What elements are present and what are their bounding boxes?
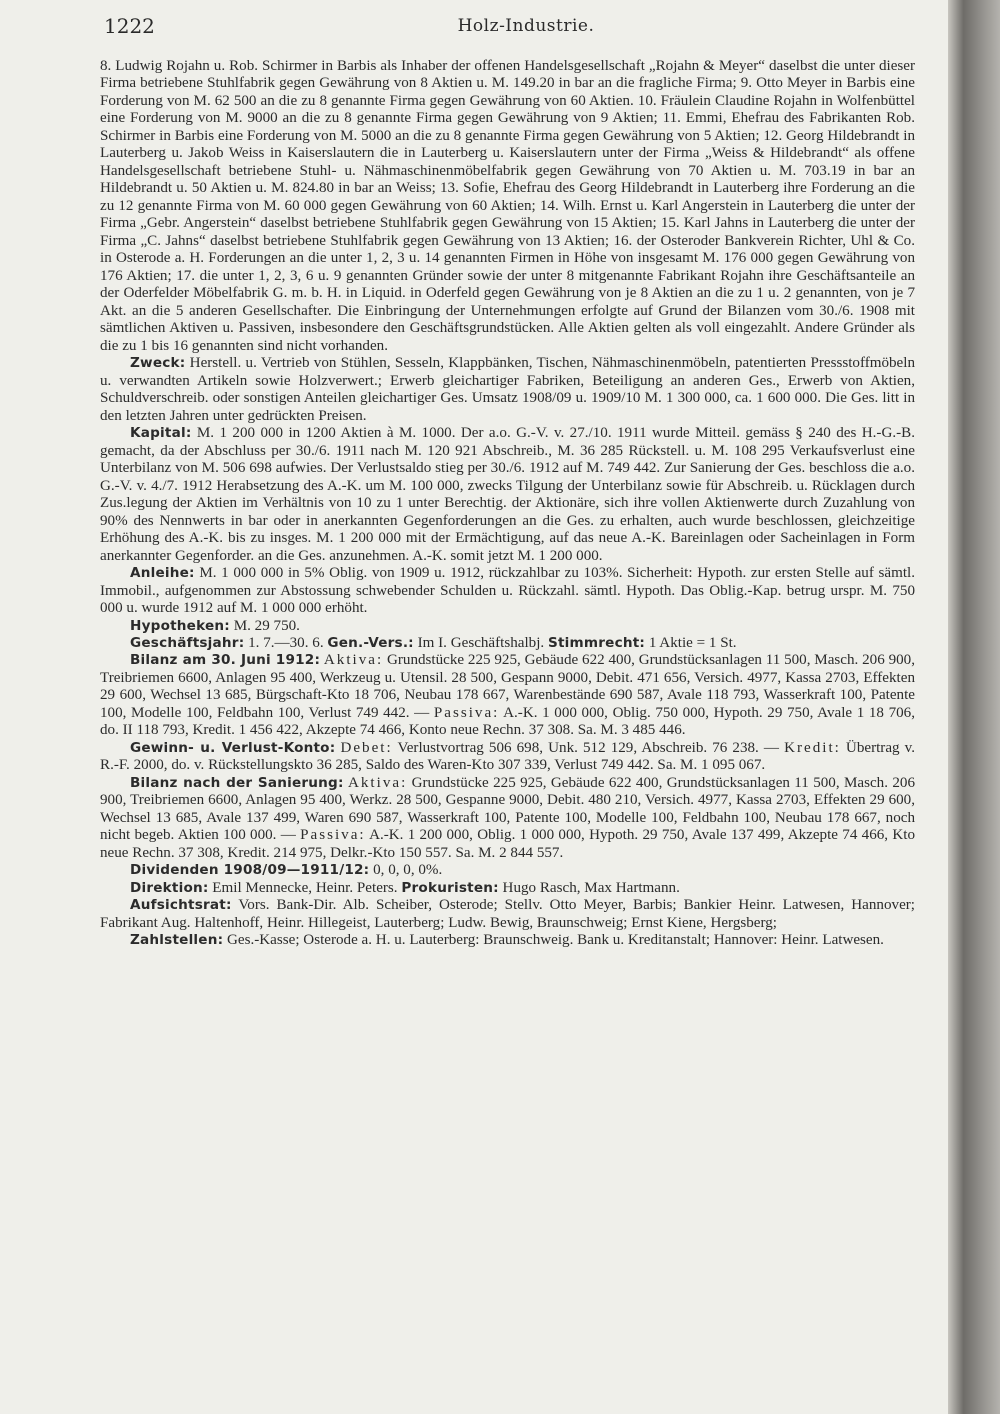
prokuristen-text: Hugo Rasch, Max Hartmann. (498, 879, 680, 896)
page-number: 1222 (104, 14, 155, 38)
guv-debet-word: Debet: (340, 739, 393, 756)
dividenden-text: 0, 0, 0, 0%. (369, 862, 443, 879)
stimmrecht-text: 1 Aktie = 1 St. (645, 634, 737, 651)
zahlstellen-section (100, 932, 915, 949)
hypotheken-label: Hypotheken: (130, 617, 230, 634)
bilanz-passiva-word: Passiva: (433, 704, 500, 721)
kapital-text: M. 1 200 000 in 1200 Aktien à M. 1000. Der a.o. G.-V. v. 27./10. 1911 wurde Mitteil. gemäss § 240 des H.-G.-B. gemacht, da der Abschluss per 30./6. 1911 nach M. 120 921 Abschreib., M. 36 285 Rückstell. u. M. 108 295 Verkaufsverlust eine Unterbilanz von M. 506 698 aufwies. Der Verlustsaldo stieg per 30./6. 1912 auf M. 749 442. Zur Sanierung der Ges. beschloss die a.o. G.-V. v. 4./7. 1912 Herabsetzung des A.-K. um M. 100 000, zwecks Tilgung der Unterbilanz sowie für Abschreib. u. Rücklagen durch Zus.legung der Aktien im Verhältnis von 10 zu 1 unter Berechtig. der Aktionäre, sich ihre vollen Aktienwerte durch Zuzahlung von 90% des Nennwerts in bar oder in anerkannten Gegenforderungen an die Ges. zu erhalten, auch wurde beschlossen, gleichzeitige Erhöhung des A.-K. bis zu insges. M. 1 200 000 mit der Ermächtigung, auf das neue A.-K. Bareinlagen oder Sacheinlagen in Form anerkannter Gegenforder. an die Ges. anzunehmen. A.-K. somit jetzt M. 1 200 000. (100, 425, 915, 564)
bilanz-sanierung-aktiva-text: Grundstücke 225 925, Gebäude 622 400, Grundstücksanlagen 11 500, Masch. 206 900, Treibriemen 6600, Anlagen 95 400, Werkz. 28 500, Gespanne 9000, Debit. 480 210, Versich. 4977, Kassa 2703, Effekten 29 600, Wechsel 13 685, Avale 137 499, Waren 690 587, Wasserkraft 100, Patente 100, Modelle 100, Feldbahn 100, Neubau 178 667, noch nicht begeb. Aktien 100 000. — (100, 774, 916, 844)
hypotheken-section (100, 618, 915, 635)
bilanz-sanierung-label: Bilanz nach der Sanierung: (130, 774, 344, 791)
bilanz-label: Bilanz am 30. Juni 1912: (130, 652, 321, 669)
bilanz-section (100, 652, 915, 739)
dividenden-label: Dividenden 1908/09—1911/12: (130, 862, 370, 879)
guv-kredit-text: Übertrag v. R.-F. 2000, do. v. Rückstellungskto 36 285, Saldo des Waren-Kto 307 339, Verlust 749 442. Sa. M. 1 095 067. (100, 739, 915, 774)
guv-label: Gewinn- u. Verlust-Konto: (130, 739, 336, 756)
hypotheken-text: M. 29 750. (229, 617, 300, 634)
bilanz-passiva-text: A.-K. 1 000 000, Oblig. 750 000, Hypoth. 29 750, Avale 1 18 706, do. II 118 793, Kredit. 1 456 422, Akzepte 74 466, Konto neue Rechn. 37 308. Sa. M. 3 485 446. (100, 704, 915, 739)
founders-paragraph: 8. Ludwig Rojahn u. Rob. Schirmer in Barbis als Inhaber der offenen Handelsgesellschaft „Rojahn & Meyer“ daselbst die unter dieser Firma betriebene Stuhlfabrik gegen Gewährung von 8 Aktien u. M. 149.20 in bar an die fragliche Firma; 9. Otto Meyer in Barbis eine Forderung von M. 62 500 an die zu 8 genannte Firma gegen Gewährung von 60 Aktien. 10. Fräulein Claudine Rojahn in Wolfenbüttel eine Forderung von M. 9000 an die zu 8 genannte Firma gegen Gewährung von 9 Aktien; 11. Emmi, Ehefrau des Fabrikanten Rob. Schirmer in Barbis eine Forderung von M. 5000 an die zu 8 genannte Firma gegen Gewährung von 5 Aktien; 12. Georg Hildebrandt in Lauterberg u. Jakob Weiss in Kaiserslautern die in Lauterberg u. Kaiserslautern unter der Firma „Weiss & Hildebrandt“ als offene Handelsgesellschaft betriebene Stuhl- u. Nähmaschinenmöbelfabrik gegen Gewährung von 70 Aktien u. M. 703.19 in bar an Hildebrandt u. 50 Aktien u. M. 824.80 in bar an Weiss; 13. Sofie, Ehefrau des Georg Hildebrandt in Lauterberg ihre Forderung an die zu 12 genannte Firma von M. 60 000 gegen Gewährung von 60 Aktien; 14. Wilh. Ernst u. Karl Angerstein in Lauterberg die unter der Firma „Gebr. Angerstein“ daselbst betriebene Stuhlfabrik gegen Gewährung von 15 Aktien; 15. Karl Jahns in Lauterberg die unter der Firma „C. Jahns“ daselbst betriebene Stuhlfabrik gegen Gewährung von 13 Aktien; 16. der Osteroder Bankverein Richter, Uhl & Co. in Osterode a. H. Forderungen an die unter 1, 2, 3 u. 14 genannten Firmen in Höhe von insgesamt M. 176 000 gegen Gewährung von 176 Aktien; 17. die unter 1, 2, 3, 6 u. 9 genannten Gründer sowie der unter 8 mitgenannte Fabrikant Rojahn ihre Geschäftsanteile an der Oderfelder Möbelfabrik G. m. b. H. in Liquid. in Oderfeld gegen Gewährung von je 8 Aktien an die zu 1 u. 2 genannten, von je 7 Akt. an die 5 anderen Gesellschafter. Die Einbringung der Unternehmungen erfolgte auf Grund der Bilanzen vom 30./6. 1908 mit sämtlichen Aktiven u. Passiven, insbesondere den Geschäftsgrundstücken. Alle Aktien gelten als voll eingezahlt. Andere Gründer als die zu 1 bis 16 genannten sind nicht vorhanden. (100, 58, 915, 354)
bilanz-sanierung-passiva-word: Passiva: (300, 827, 366, 844)
bilanz-sanierung-section (100, 775, 915, 862)
direktion-section (100, 880, 915, 897)
book-gutter (948, 0, 1000, 1414)
dividenden-section (100, 862, 915, 879)
prokuristen-label: Prokuristen: (401, 879, 499, 896)
geschaeftsjahr-text: 1. 7.—30. 6. (244, 634, 328, 651)
zweck-text: Herstell. u. Vertrieb von Stühlen, Sesseln, Klappbänken, Tischen, Nähmaschinenmöbeln, patentierten Pressstoffmöbeln u. verwandten Artikeln sowie Holzverwert.; Erwerb gleichartiger Fabriken, Beteiligung an anderen Ges., Erwerb von Aktien, Schuldverschreib. oder sonstigen Anteilen gleichartiger Ges. Umsatz 1908/09 u. 1909/10 M. 1 300 000, ca. 1 600 000. Die Ges. litt in den letzten Jahren unter gedrückten Preisen. (100, 355, 915, 424)
zweck-section (100, 355, 915, 425)
bilanz-aktiva-word: Aktiva: (323, 652, 384, 669)
bilanz-aktiva-text: Grundstücke 225 925, Gebäude 622 400, Grundstücksanlagen 11 500, Masch. 206 900, Treibriemen 6600, Anlagen 95 400, Werkzeug u. Utensil. 28 500, Gespann 9000, Debit. 471 656, Versich. 4977, Kassa 2703, Effekten 29 600, Wechsel 13 685, Bürgschaft-Kto 18 706, Neubau 178 667, Warenbestände 690 587, Avale 118 793, Wasserkraft 100, Patente 100, Modelle 100, Feldbahn 100, Verlust 749 442. — (100, 652, 915, 721)
gen-vers-label: Gen.-Vers.: (327, 634, 414, 651)
anleihe-text: M. 1 000 000 in 5% Oblig. von 1909 u. 1912, rückzahlbar zu 103%. Sicherheit: Hypoth. zur ersten Stelle auf sämtl. Immobil., aufgenommen zur Abstossung schwebender Schulden u. Rückzahl. sämtl. Hypoth. Das Oblig.-Kap. betrug urspr. M. 750 000 u. wurde 1912 auf M. 1 000 000 erhöht. (100, 565, 915, 617)
guv-section (100, 740, 915, 775)
aufsichtsrat-text: Vors. Bank-Dir. Alb. Scheiber, Osterode; Stellv. Otto Meyer, Barbis; Bankier Heinr. Latwesen, Hannover; Fabrikant Aug. Haltenhoff, Heinr. Hillegeist, Lauterberg; Ludw. Bewig, Braunschweig; Ernst Kiene, Hergsberg; (100, 897, 915, 931)
guv-kredit-word: Kredit: (784, 739, 841, 756)
gen-vers-text: Im I. Geschäftshalbj. (413, 634, 548, 651)
aufsichtsrat-section (100, 897, 915, 932)
stimmrecht-label: Stimmrecht: (547, 634, 646, 651)
bilanz-sanierung-passiva-text: A.-K. 1 200 000, Oblig. 1 000 000, Hypoth. 29 750, Avale 137 499, Akzepte 74 466, Kto neue Rechn. 37 308, Kredit. 214 975, Delkr.-Kto 150 557. Sa. M. 2 844 557. (100, 827, 916, 861)
bilanz-sanierung-aktiva-word: Aktiva: (347, 774, 408, 791)
guv-debet-text: Verlustvortrag 506 698, Unk. 512 129, Abschreib. 76 238. — (392, 739, 785, 756)
geschaeftsjahr-section (100, 635, 915, 652)
aufsichtsrat-label: Aufsichtsrat: (130, 897, 232, 914)
page-header (104, 14, 948, 40)
anleihe-section (100, 565, 915, 617)
anleihe-label: Anleihe: (130, 565, 195, 582)
zweck-label: Zweck: (130, 355, 186, 372)
zahlstellen-label: Zahlstellen: (130, 932, 224, 949)
kapital-label: Kapital: (130, 425, 192, 442)
kapital-section (100, 425, 915, 565)
direktion-label: Direktion: (130, 879, 209, 896)
running-title: Holz-Industrie. (457, 16, 595, 36)
article-body (100, 58, 915, 950)
direktion-text: Emil Mennecke, Heinr. Peters. (208, 879, 402, 896)
geschaeftsjahr-label: Geschäftsjahr: (130, 634, 245, 651)
zahlstellen-text: Ges.-Kasse; Osterode a. H. u. Lauterberg: Braunschweig. Bank u. Kreditanstalt; Hannover: Heinr. Latwesen. (223, 932, 884, 949)
